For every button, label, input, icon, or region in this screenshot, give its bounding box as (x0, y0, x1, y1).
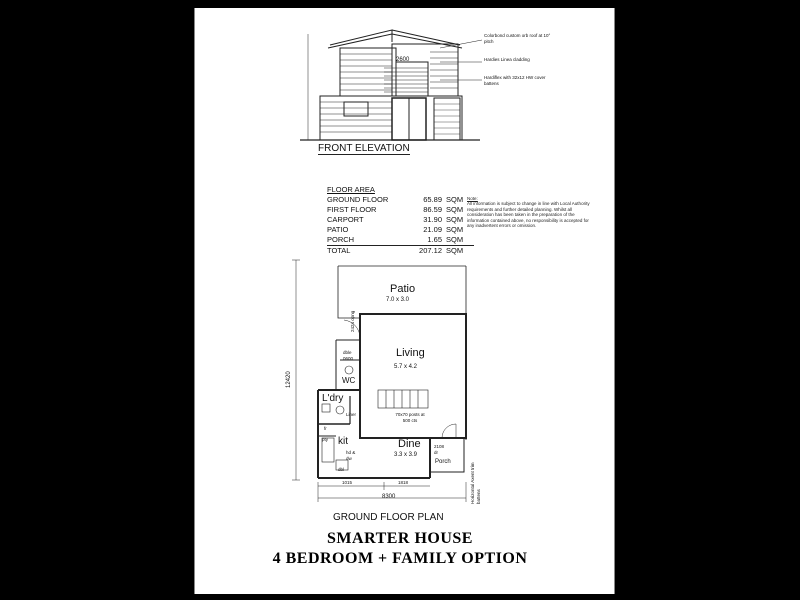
callout-roof: Colorbond custom orb roof at 10° pitch (484, 33, 551, 44)
door-label: 2108 dr (434, 444, 445, 455)
plan-subtitle: 4 BEDROOM + FAMILY OPTION (272, 550, 528, 567)
callout-cladding: Hardies Linea cladding (484, 57, 530, 62)
dim-width: 8300 (382, 494, 396, 500)
note-text: All information is subject to change in line with Local Authority requirements and further detailed planning. Whilst all consideration has been taken in the preparation of the information contained above, no responsibility is accepted for any inadvertent errors or omission. (467, 201, 590, 229)
callout-battens: Hardiflex with 32x12 HW cover battens (484, 75, 546, 86)
pantry-label: pty (322, 437, 329, 442)
elevation-dim-label: 2600 (396, 57, 410, 63)
fridge-label: fr (324, 426, 327, 431)
front-elevation-label: FRONT ELEVATION (318, 143, 410, 154)
floor-area-row: GROUND FLOOR 65.89 SQM (327, 195, 464, 204)
floor-area-row: PORCH 1.65 SQM (327, 235, 474, 246)
plan-title: SMARTER HOUSE (327, 530, 473, 547)
room-wc: WC (342, 376, 356, 385)
posts-label: 70x70 posts at 500 cts (395, 412, 425, 423)
linen-label: Liner (346, 412, 357, 417)
floor-area-row: PATIO 21.09 SQM (327, 225, 464, 234)
floor-area-row: CARPORT 31.90 SQM (327, 215, 464, 224)
room-dine-size: 3.3 x 3.9 (394, 452, 418, 458)
floor-area-total-row: TOTAL 207.12 SQM (327, 246, 464, 255)
dim-height: 12420 (286, 371, 292, 388)
room-patio-size: 7.0 x 3.0 (386, 297, 410, 303)
hd-dw-label: hd & dw (346, 450, 356, 461)
floor-area-row: FIRST FLOOR 86.59 SQM (327, 205, 464, 214)
trim-battens-note: Horizontal Axent trim battens (470, 462, 481, 504)
room-living-size: 5.7 x 4.2 (394, 364, 418, 370)
dim-mid: 1818 (398, 480, 409, 485)
opening-label: 2424 opng (350, 310, 355, 332)
floor-area-heading: FLOOR AREA (327, 185, 375, 194)
ground-floor-plan-label: GROUND FLOOR PLAN (333, 512, 444, 523)
room-laundry: L'dry (322, 393, 344, 404)
room-patio: Patio (390, 283, 416, 295)
room-dine: Dine (398, 438, 421, 450)
room-living: Living (396, 347, 425, 359)
sill-label: dble 0600 (343, 350, 354, 361)
dim-left: 1015 (342, 480, 353, 485)
room-porch: Porch (435, 459, 451, 465)
room-kitchen: kit (338, 436, 348, 447)
dbl-label: dbl (338, 467, 345, 472)
note-heading: Note: (467, 196, 478, 201)
